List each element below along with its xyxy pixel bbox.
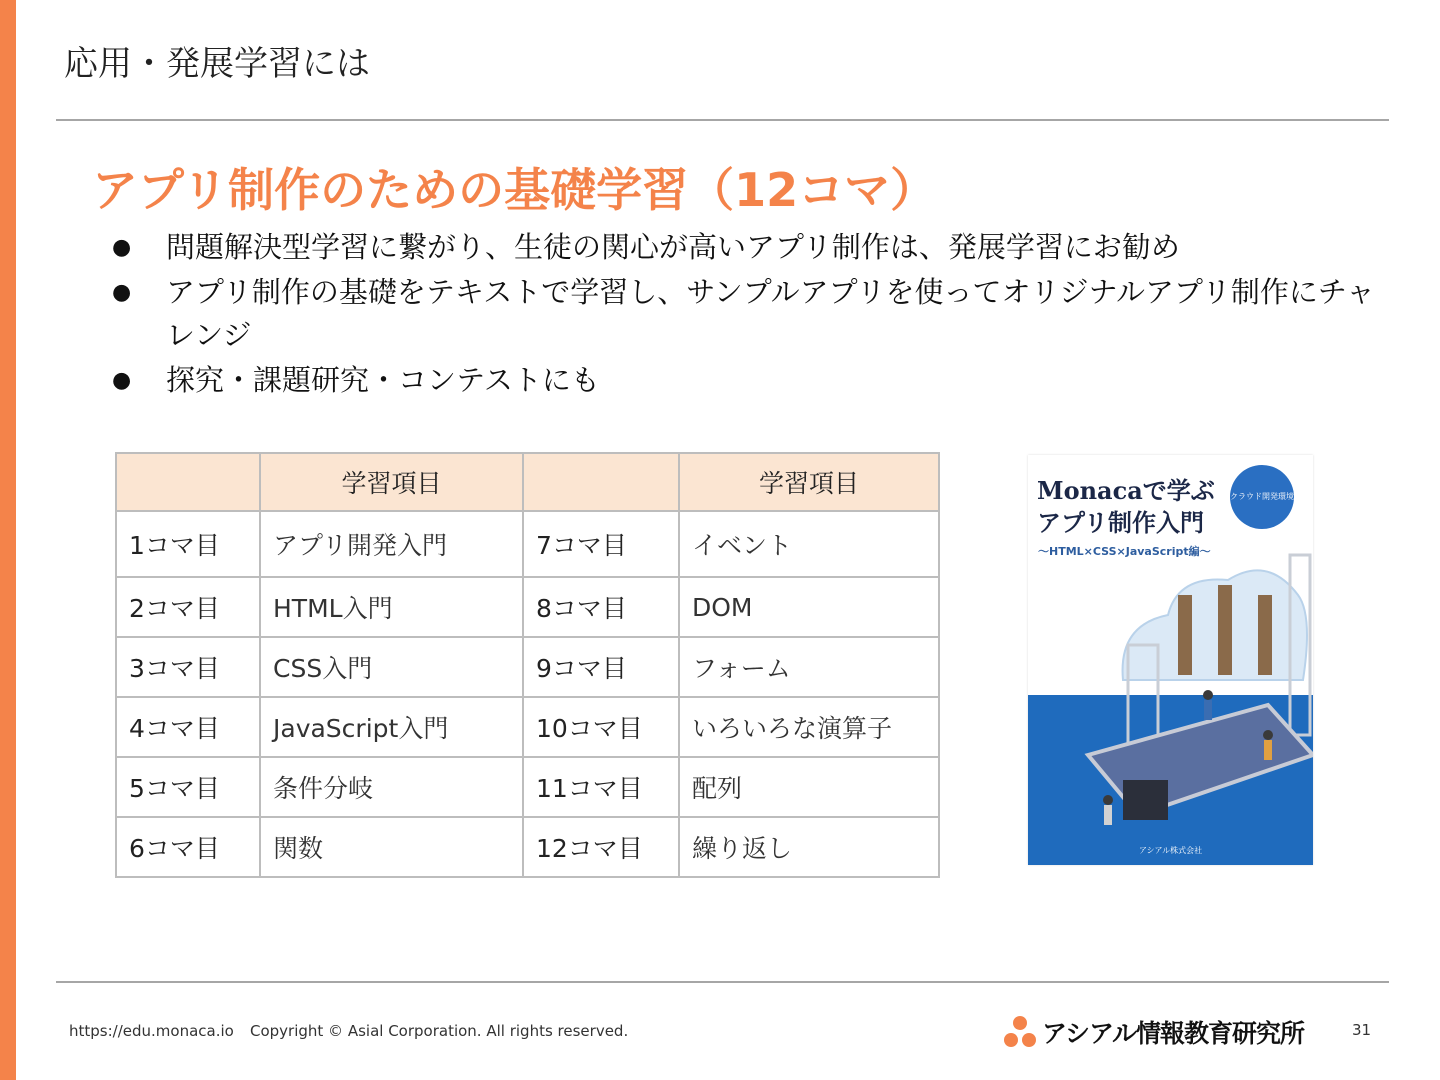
lesson-number: 1コマ目 <box>116 511 260 577</box>
table-header-cell: 学習項目 <box>260 453 523 511</box>
company-logo <box>1002 1011 1312 1051</box>
book-subtitle: 〜HTML×CSS×JavaScript編〜 <box>1038 545 1211 558</box>
lesson-topic: アプリ開発入門 <box>260 511 523 577</box>
bullet-list <box>108 226 1378 404</box>
lesson-topic: 繰り返し <box>679 817 939 877</box>
logo-text: アシアル情報教育研究所 <box>1042 1019 1305 1048</box>
lesson-topic: いろいろな演算子 <box>679 697 939 757</box>
curriculum-table <box>115 452 940 878</box>
lesson-number: 7コマ目 <box>523 511 679 577</box>
bullet-item <box>108 271 1378 357</box>
bullet-text: アプリ制作の基礎をテキストで学習し、サンプルアプリを使ってオリジナルアプリ制作にチャレンジ <box>166 275 1376 352</box>
book-badge: クラウド開発環境 <box>1230 465 1294 529</box>
lesson-number: 9コマ目 <box>523 637 679 697</box>
footer-copyright: Copyright © Asial Corporation. All rights reserved. <box>250 1022 629 1040</box>
lesson-number: 12コマ目 <box>523 817 679 877</box>
footer-divider <box>56 981 1389 983</box>
lesson-number: 2コマ目 <box>116 577 260 637</box>
section-heading: アプリ制作のための基礎学習（12コマ） <box>92 163 937 217</box>
logo-dots-icon <box>1002 1013 1038 1049</box>
bullet-item <box>108 359 1378 402</box>
page-title: 応用・発展学習には <box>64 44 370 84</box>
accent-bar <box>0 0 16 1080</box>
lesson-number: 8コマ目 <box>523 577 679 637</box>
lesson-topic: フォーム <box>679 637 939 697</box>
lesson-topic: 配列 <box>679 757 939 817</box>
lesson-number: 4コマ目 <box>116 697 260 757</box>
lesson-number: 10コマ目 <box>523 697 679 757</box>
table-row <box>116 511 939 577</box>
book-title-line: アプリ制作入門 <box>1037 508 1205 537</box>
lesson-number: 11コマ目 <box>523 757 679 817</box>
book-publisher: アシアル株式会社 <box>1138 846 1203 855</box>
lesson-topic: HTML入門 <box>260 577 523 637</box>
table-row <box>116 757 939 817</box>
table-row <box>116 577 939 637</box>
lesson-topic: DOM <box>679 577 939 637</box>
book-title <box>1037 475 1215 539</box>
bullet-dot-icon: ● <box>112 368 132 393</box>
lesson-number: 3コマ目 <box>116 637 260 697</box>
bullet-item <box>108 226 1378 269</box>
bullet-text: 探究・課題研究・コンテストにも <box>166 363 600 397</box>
lesson-topic: イベント <box>679 511 939 577</box>
bullet-dot-icon: ● <box>112 235 132 260</box>
footer-url[interactable]: https://edu.monaca.io <box>69 1022 234 1040</box>
table-row <box>116 637 939 697</box>
lesson-topic: 条件分岐 <box>260 757 523 817</box>
book-cover <box>1028 455 1313 865</box>
table-header-cell <box>116 453 260 511</box>
lesson-topic: 関数 <box>260 817 523 877</box>
lesson-number: 5コマ目 <box>116 757 260 817</box>
header-divider <box>56 119 1389 121</box>
table-row <box>116 697 939 757</box>
lesson-topic: CSS入門 <box>260 637 523 697</box>
bullet-text: 問題解決型学習に繋がり、生徒の関心が高いアプリ制作は、発展学習にお勧め <box>166 230 1180 264</box>
book-title-line: Monacaで学ぶ <box>1037 476 1215 505</box>
table-header-row <box>116 453 939 511</box>
table-header-cell <box>523 453 679 511</box>
lesson-number: 6コマ目 <box>116 817 260 877</box>
table-row <box>116 817 939 877</box>
page-number: 31 <box>1352 1021 1372 1039</box>
bullet-dot-icon: ● <box>112 280 132 305</box>
table-header-cell: 学習項目 <box>679 453 939 511</box>
lesson-topic: JavaScript入門 <box>260 697 523 757</box>
